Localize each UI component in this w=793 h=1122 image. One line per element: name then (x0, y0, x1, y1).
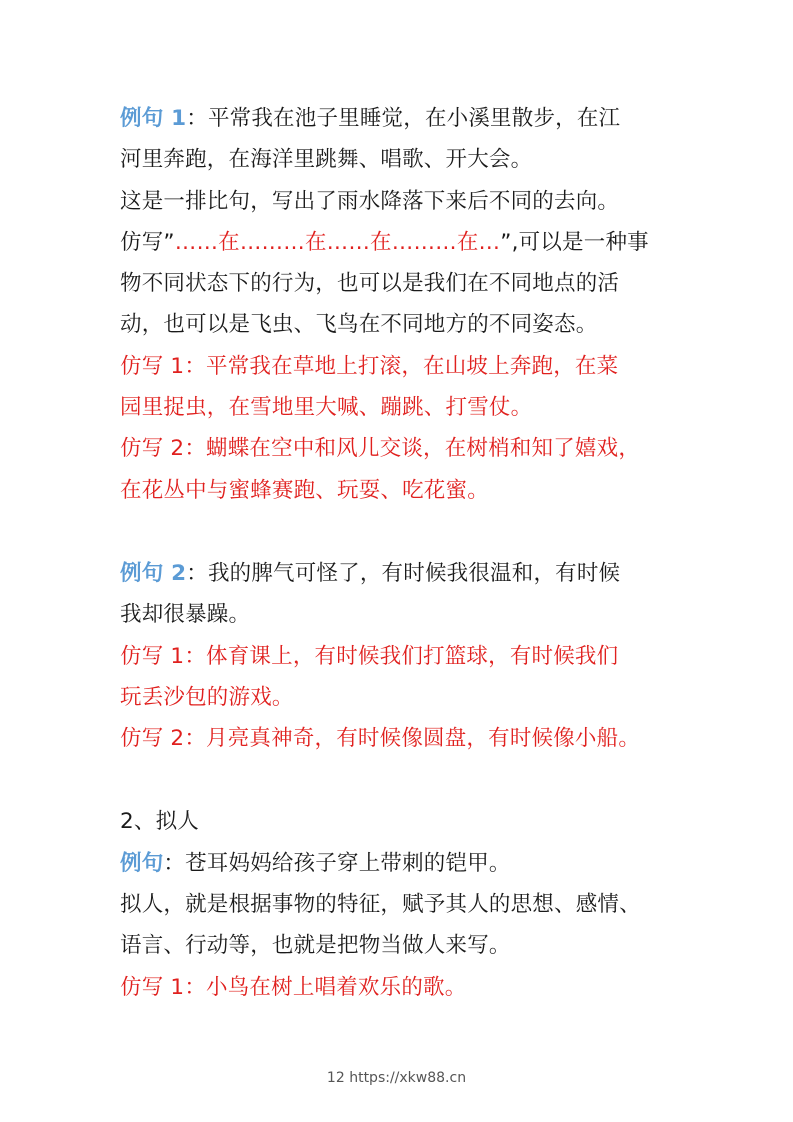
imitation-1-line-1: 仿写 1：体育课上，有时候我们打篮球，有时候我们 (120, 643, 619, 669)
example-text: 平常我在池子里睡觉，在小溪里散步，在江 (207, 106, 621, 131)
example-text: 苍耳妈妈给孩子穿上带刺的铠甲。 (185, 850, 511, 876)
example-label: 例句 (120, 850, 164, 876)
example-1-line-2: 河里奔跑，在海洋里跳舞、唱歌、开大会。 (120, 147, 533, 173)
imitation-1-line-1: 仿写 1：平常我在草地上打滚，在山坡上奔跑，在菜 (120, 353, 619, 379)
page-number: 12 (326, 1070, 345, 1086)
explanation-line-2 (120, 222, 680, 263)
explanation-line-3: 物不同状态下的行为，也可以是我们在不同地点的活 (120, 271, 620, 297)
colon: ： (186, 560, 208, 586)
explanation-suffix: ”,可以是一种事 (500, 229, 649, 255)
imitation-2-line-1: 仿写 2：月亮真神奇，有时候像圆盘，有时候像小船。 (120, 726, 641, 752)
imitation-2-line-1: 仿写 2：蝴蝶在空中和风儿交谈，在树梢和知了嬉戏， (120, 436, 641, 462)
imitation-prefix: 仿写” (120, 229, 175, 255)
colon: ： (163, 850, 186, 876)
explanation-line-4: 动，也可以是飞虫、飞鸟在不同地方的不同姿态。 (120, 312, 598, 338)
imitation-1-line-1: 仿写 1：小鸟在树上唱着欢乐的歌。 (120, 974, 467, 1000)
spacer (120, 759, 680, 801)
example-text: 我的脾气可怪了，有时候我很温和，有时候 (207, 560, 621, 586)
example-2-line-1 (120, 553, 680, 594)
document-page (120, 98, 680, 1008)
imitation-2-line-2: 在花丛中与蜜蜂赛跑、玩耍、吃花蜜。 (120, 477, 489, 503)
section-heading: 2、拟人 (120, 809, 199, 835)
page-footer (0, 1070, 793, 1086)
example-1-line-1 (120, 98, 680, 139)
colon: ： (186, 106, 208, 131)
example-line-1 (120, 843, 680, 884)
explanation-line-2: 语言、行动等，也就是把物当做人来写。 (120, 933, 511, 959)
imitation-1-line-2: 园里捉虫，在雪地里大喊、蹦跳、打雪仗。 (120, 395, 533, 421)
example-label: 例句 1 (120, 106, 187, 131)
example-2-line-2: 我却很暴躁。 (120, 602, 251, 628)
footer-url: https://xkw88.cn (349, 1070, 467, 1086)
imitation-1-line-2: 玩丢沙包的游戏。 (120, 684, 294, 710)
explanation-line-1: 拟人，就是根据事物的特征，赋予其人的思想、感情、 (120, 892, 641, 918)
sentence-pattern: ……在………在……在………在… (174, 229, 501, 255)
example-label: 例句 2 (120, 560, 187, 586)
explanation-line-1: 这是一排比句，写出了雨水降落下来后不同的去向。 (120, 188, 620, 214)
spacer (120, 511, 680, 553)
